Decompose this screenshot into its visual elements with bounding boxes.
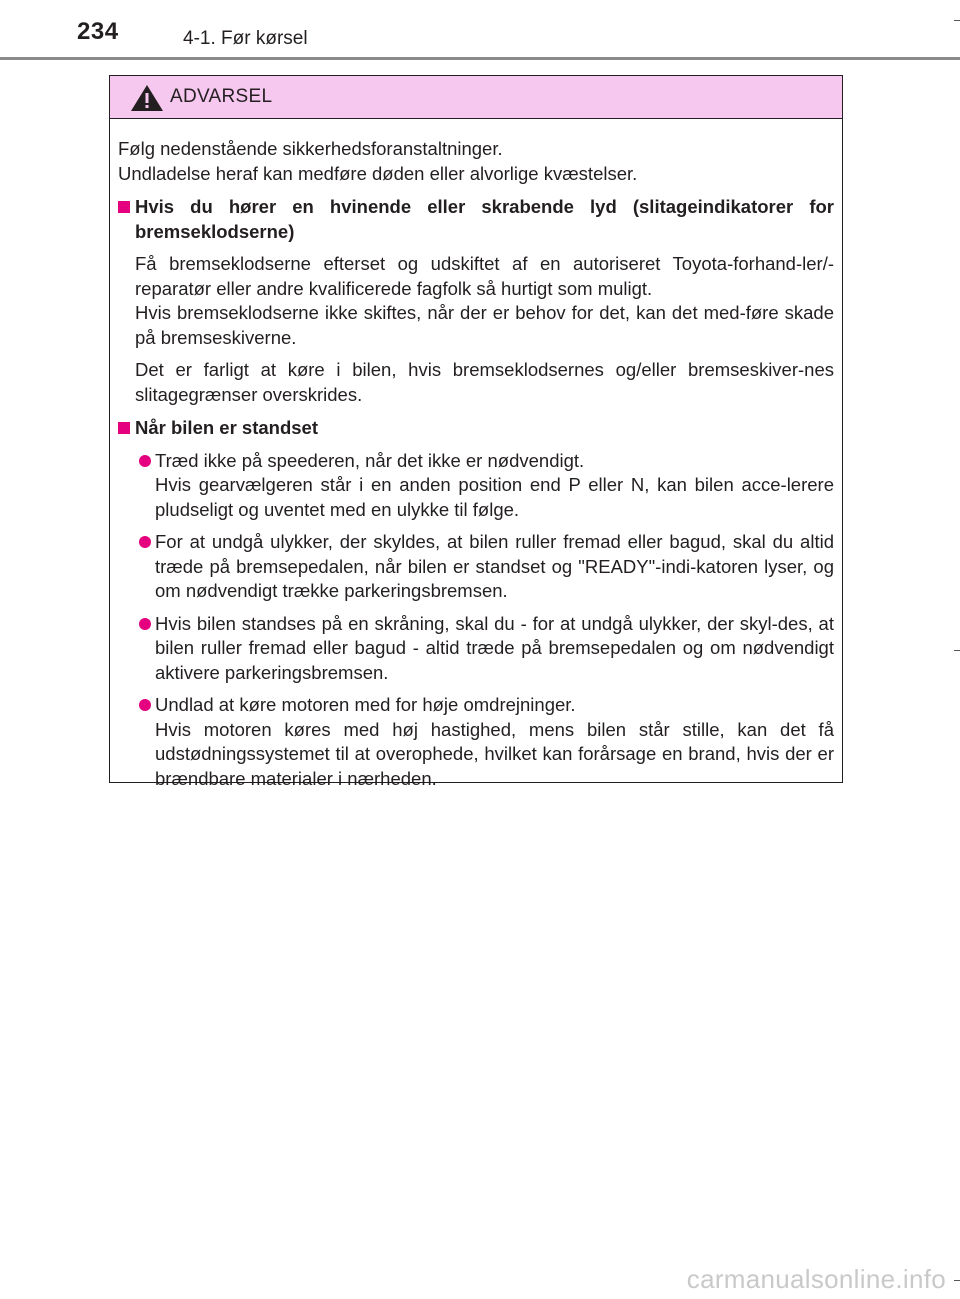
crop-mark xyxy=(954,650,960,651)
warning-intro xyxy=(118,137,834,186)
warning-item-vehicle-stopped xyxy=(118,416,834,791)
round-bullet-icon xyxy=(139,618,151,630)
item-title: Hvis du hører en hvinende eller skrabende lyd (slitageindikatorer for bremseklodserne) xyxy=(135,196,834,242)
bullet-item xyxy=(118,612,834,686)
round-bullet-icon xyxy=(139,536,151,548)
bullet-item xyxy=(118,530,834,604)
square-bullet-icon xyxy=(118,201,130,213)
bullet-line: Hvis motoren køres med høj hastighed, mens bilen står stille, kan det få udstødningssystemet til at overophede, hvilket kan forårsage en brand, hvis der er brændbare materialer i nærheden. xyxy=(155,718,834,789)
intro-line: Følg nedenstående sikkerhedsforanstaltninger. xyxy=(118,138,503,159)
paragraph-line: Få bremseklodserne efterset og udskiftet af en autoriseret Toyota-forhand-ler/-reparatør eller andre kvalificerede fagfolk så hurtigt som muligt. xyxy=(135,253,834,299)
round-bullet-icon xyxy=(139,699,151,711)
crop-mark xyxy=(954,20,960,21)
item-paragraph xyxy=(135,358,834,407)
warning-body xyxy=(110,119,842,791)
header-rule xyxy=(0,57,960,60)
round-bullet-icon xyxy=(139,455,151,467)
section-title: 4-1. Før kørsel xyxy=(183,28,308,49)
page-number: 234 xyxy=(77,18,119,45)
warning-box xyxy=(109,75,843,789)
bullet-line: Hvis gearvælgeren står i en anden position end P eller N, kan bilen acce-lerere pludseligt og uventet med en ulykke til følge. xyxy=(155,474,834,520)
item-title: Når bilen er standset xyxy=(135,417,319,438)
warning-label: ADVARSEL xyxy=(170,86,273,107)
intro-line: Undladelse heraf kan medføre døden eller alvorlige kvæstelser. xyxy=(118,162,638,184)
square-bullet-icon xyxy=(118,422,130,434)
watermark: carmanualsonline.info xyxy=(686,1264,946,1294)
warning-item-brake-pads xyxy=(118,195,834,407)
bullet-line: For at undgå ulykker, der skyldes, at bilen ruller fremad eller bagud, skal du altid træde på bremsepedalen, når bilen er standset og "READY"-indi-katoren lyser, og om nødvendigt trække parkeringsbremsen. xyxy=(155,531,834,601)
item-paragraph xyxy=(135,252,834,350)
bullet-line: Hvis bilen standses på en skråning, skal du - for at undgå ulykker, der skyl-des, at bilen ruller fremad eller bagud - altid træde på bremsepedalen og om nødvendigt aktivere parkeringsbremsen. xyxy=(155,612,834,683)
bullet-line: Træd ikke på speederen, når det ikke er nødvendigt. xyxy=(155,449,585,471)
crop-mark xyxy=(954,1280,960,1281)
warning-header xyxy=(110,76,842,119)
warning-triangle-icon xyxy=(130,84,164,112)
bullet-line: Undlad at køre motoren med for høje omdrejninger. xyxy=(155,694,576,715)
paragraph-line: Hvis bremseklodserne ikke skiftes, når der er behov for det, kan det med-føre skade på bremseskiverne. xyxy=(135,302,834,348)
bullet-item xyxy=(118,449,834,523)
paragraph-line: Det er farligt at køre i bilen, hvis bremseklodsernes og/eller bremseskiver-nes slitagegrænser overskrides. xyxy=(135,359,834,405)
bullet-item xyxy=(118,693,834,791)
